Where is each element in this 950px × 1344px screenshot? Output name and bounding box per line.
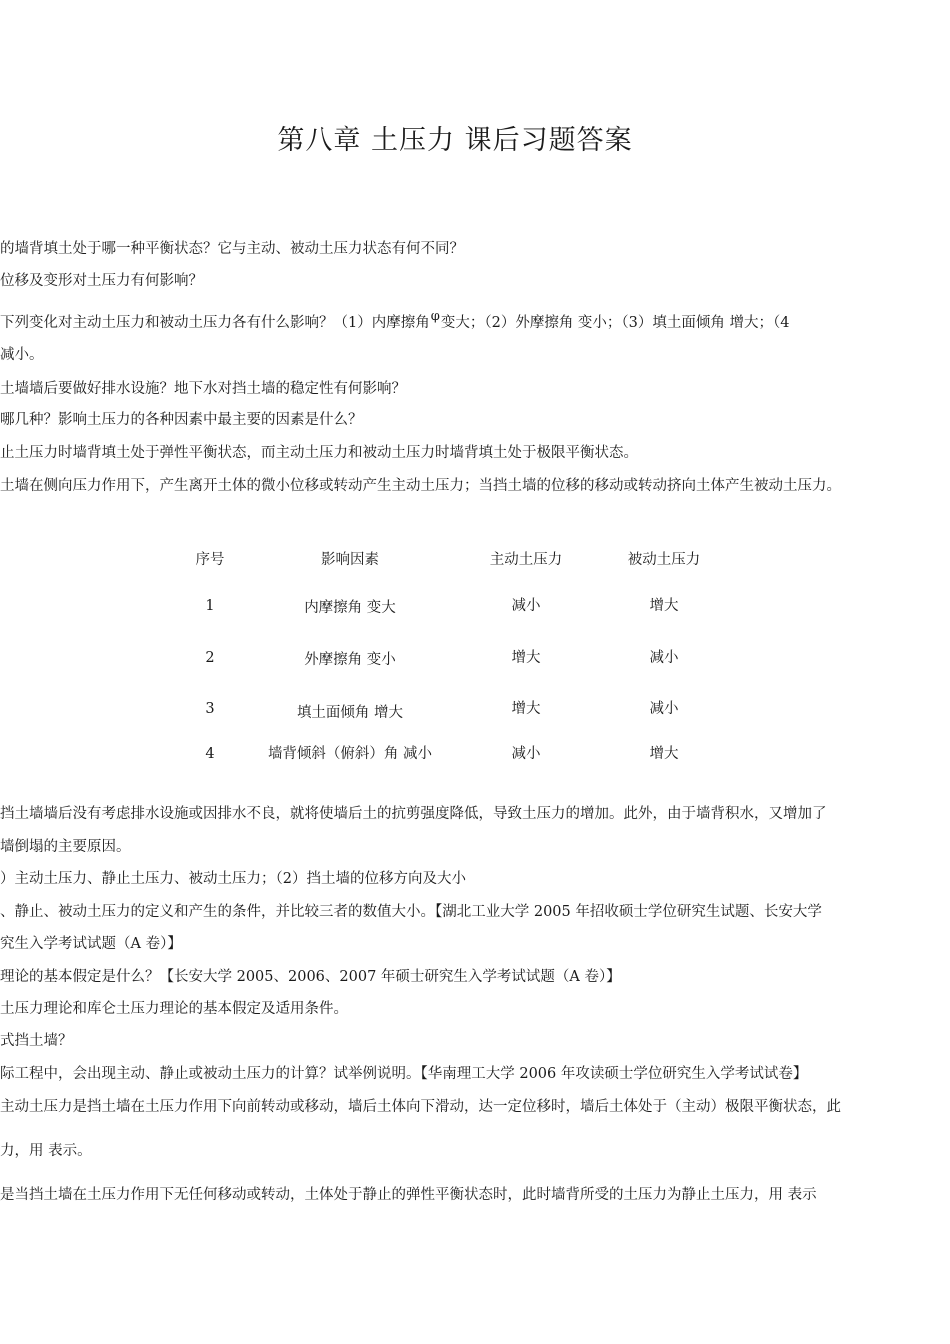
question-line-3-part-a: 下列变化对主动土压力和被动土压力各有什么影响？（1）内摩擦角 <box>0 315 430 331</box>
phi-symbol: φ <box>430 309 440 324</box>
question-line-6: 哪几种？影响土压力的各种因素中最主要的因素是什么？ <box>0 412 363 428</box>
question-line-8: 究生入学考试试题（A 卷）】 <box>0 936 182 952</box>
table-row-4-passive: 增大 <box>649 746 679 762</box>
table-row-2-passive: 减小 <box>649 650 679 666</box>
table-header-active: 主动土压力 <box>489 552 563 568</box>
table-row-3-passive: 减小 <box>649 701 679 717</box>
question-line-3-part-b: 变大；（2）外摩擦角 变小；（3）填土面倾角 增大；（4 <box>440 315 790 331</box>
table-row-2-factor: 外摩擦角 变小 <box>304 652 396 668</box>
table-row-3-factor: 填土面倾角 增大 <box>296 705 404 721</box>
page-title: 第八章 土压力 课后习题答案 <box>277 125 633 156</box>
answer-line-8: 是当挡土墙在土压力作用下无任何移动或转动，土体处于静止的弹性平衡状态时，此时墙背所受的土压力为静止土压力，用 表示 <box>0 1187 817 1203</box>
table-row-3-index: 3 <box>205 701 215 717</box>
question-line-12: 际工程中，会出现主动、静止或被动土压力的计算？试举例说明。【华南理工大学 2006 年攻读硕士学位研究生入学考试试卷】 <box>0 1066 808 1082</box>
question-line-7: 、静止、被动土压力的定义和产生的条件，并比较三者的数值大小。【湖北工业大学 2005 年招收硕士学位研究生试题、长安大学 <box>0 904 822 920</box>
answer-line-4: 墙倒塌的主要原因。 <box>0 839 131 855</box>
question-line-1: 的墙背填土处于哪一种平衡状态？它与主动、被动土压力状态有何不同？ <box>0 241 464 257</box>
answer-line-1: 止土压力时墙背填土处于弹性平衡状态，而主动土压力和被动土压力时墙背填土处于极限平衡状态。 <box>0 445 638 461</box>
table-row-2-active: 增大 <box>511 650 541 666</box>
table-row-4-active: 减小 <box>511 746 541 762</box>
answer-line-6: 主动土压力是挡土墙在土压力作用下向前转动或移动，墙后土体向下滑动，达一定位移时，墙后土体处于（主动）极限平衡状态，此 <box>0 1099 841 1115</box>
table-row-1-active: 减小 <box>511 598 541 614</box>
table-row-3-active: 增大 <box>511 701 541 717</box>
question-line-10: 土压力理论和库仑土压力理论的基本假定及适用条件。 <box>0 1001 348 1017</box>
table-header-passive: 被动土压力 <box>627 552 701 568</box>
question-line-11: 式挡土墙？ <box>0 1033 73 1049</box>
question-line-4: 减小。 <box>0 347 44 363</box>
table-row-1-index: 1 <box>205 598 215 614</box>
table-row-2-index: 2 <box>205 650 215 666</box>
table-row-1-factor: 内摩擦角 变大 <box>304 600 396 616</box>
answer-line-7: 力，用 表示。 <box>0 1143 92 1159</box>
answer-line-5: ）主动土压力、静止土压力、被动土压力；（2）挡土墙的位移方向及大小 <box>0 871 466 887</box>
table-row-4-index: 4 <box>205 746 215 762</box>
answer-line-2: 土墙在侧向压力作用下，产生离开土体的微小位移或转动产生主动土压力；当挡土墙的位移的移动或转动挤向土体产生被动土压力。 <box>0 478 841 494</box>
answer-line-3: 挡土墙墙后没有考虑排水设施或因排水不良，就将使墙后土的抗剪强度降低，导致土压力的增加。此外，由于墙背积水，又增加了 <box>0 806 827 822</box>
question-line-9: 理论的基本假定是什么？【长安大学 2005、2006、2007 年硕士研究生入学考试试题（A 卷）】 <box>0 969 621 985</box>
question-line-5: 土墙墙后要做好排水设施？地下水对挡土墙的稳定性有何影响？ <box>0 381 406 397</box>
question-line-2: 位移及变形对土压力有何影响？ <box>0 273 203 289</box>
table-row-4-factor: 墙背倾斜（俯斜）角 减小 <box>267 746 433 762</box>
table-header-index: 序号 <box>195 552 225 568</box>
question-line-3 <box>0 309 790 333</box>
table-header-factor: 影响因素 <box>321 552 379 568</box>
table-row-1-passive: 增大 <box>649 598 679 614</box>
